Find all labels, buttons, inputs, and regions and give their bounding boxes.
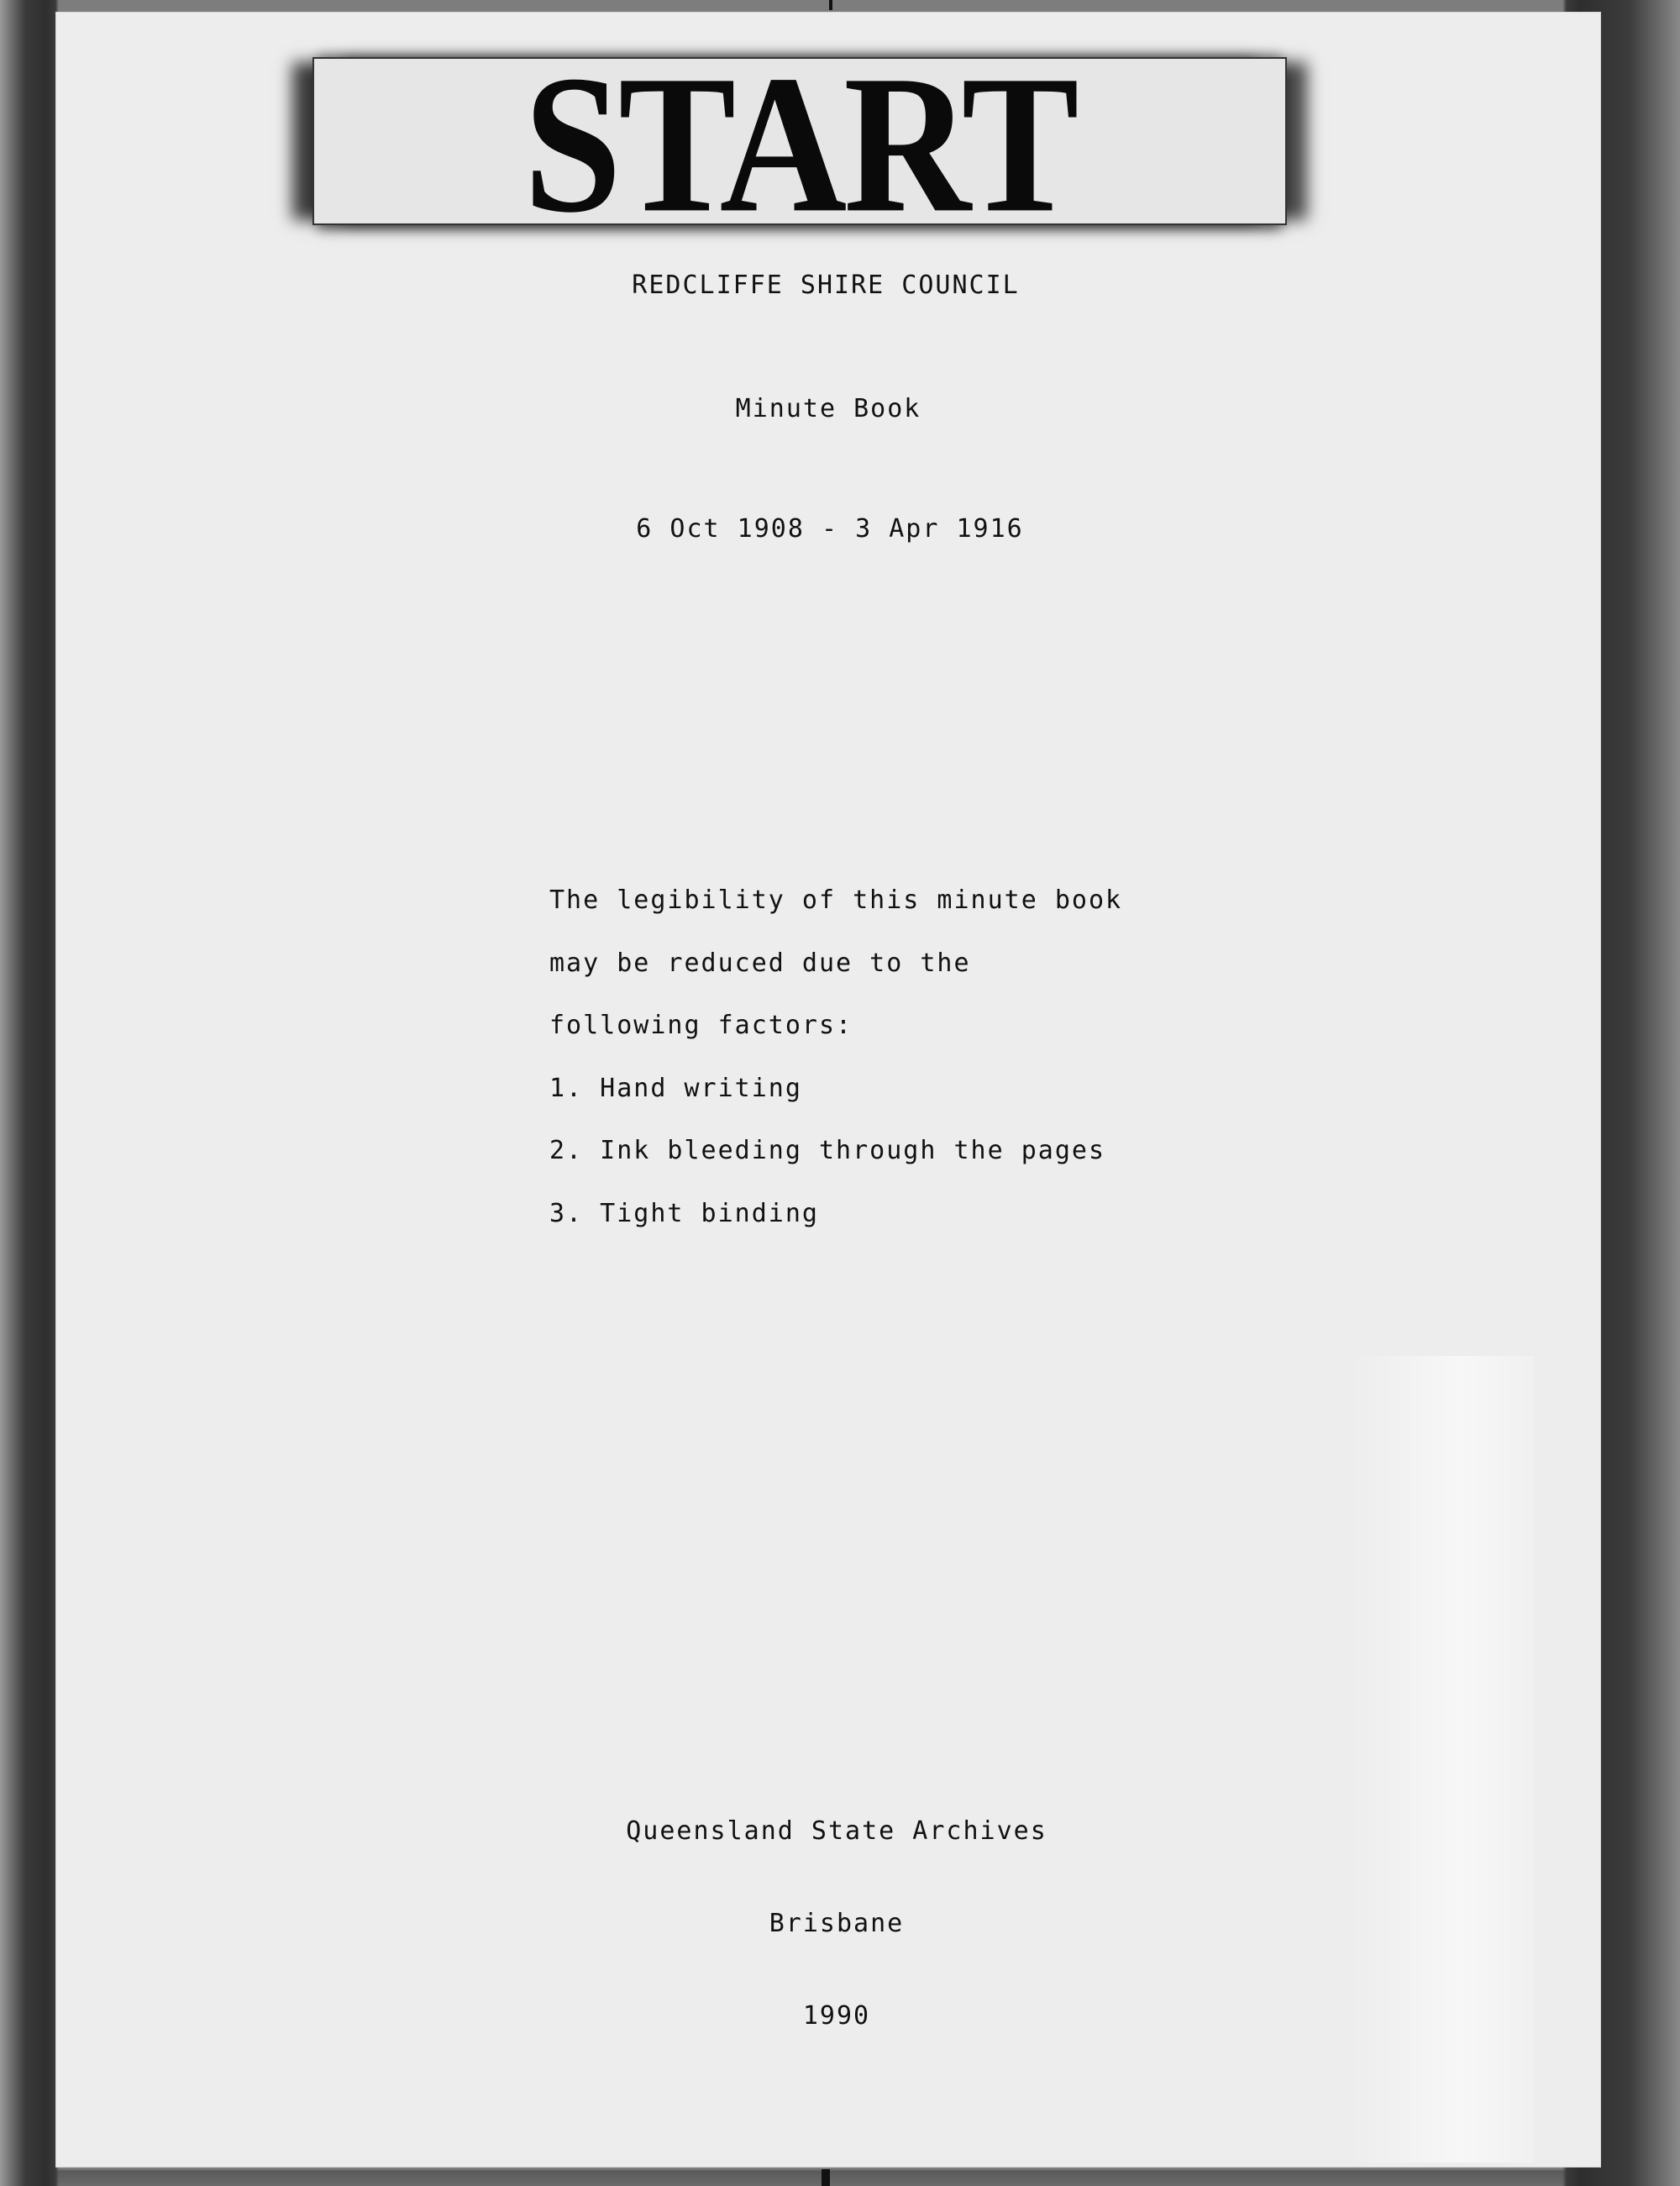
date-range: 6 Oct 1908 - 3 Apr 1916	[636, 514, 1024, 544]
legibility-notice	[549, 884, 1122, 1259]
start-label: START	[523, 35, 1076, 254]
bottom-alignment-mark	[822, 2169, 830, 2186]
organization-name: REDCLIFFE SHIRE COUNCIL	[632, 271, 1020, 300]
notice-line: may be reduced due to the	[549, 948, 971, 978]
publication-year: 1990	[802, 2001, 871, 2031]
document-page	[55, 12, 1601, 2168]
factor-item: 3. Tight binding	[549, 1198, 819, 1228]
top-alignment-mark	[829, 0, 832, 10]
factor-item: 1. Hand writing	[549, 1073, 802, 1103]
start-banner	[312, 35, 1287, 254]
institution-name: Queensland State Archives	[626, 1816, 1047, 1846]
notice-line: The legibility of this minute book	[549, 885, 1123, 915]
notice-line: following factors:	[549, 1011, 853, 1040]
factor-item: 2. Ink bleeding through the pages	[549, 1136, 1106, 1165]
document-type: Minute Book	[735, 394, 921, 423]
city-name: Brisbane	[769, 1909, 905, 1938]
